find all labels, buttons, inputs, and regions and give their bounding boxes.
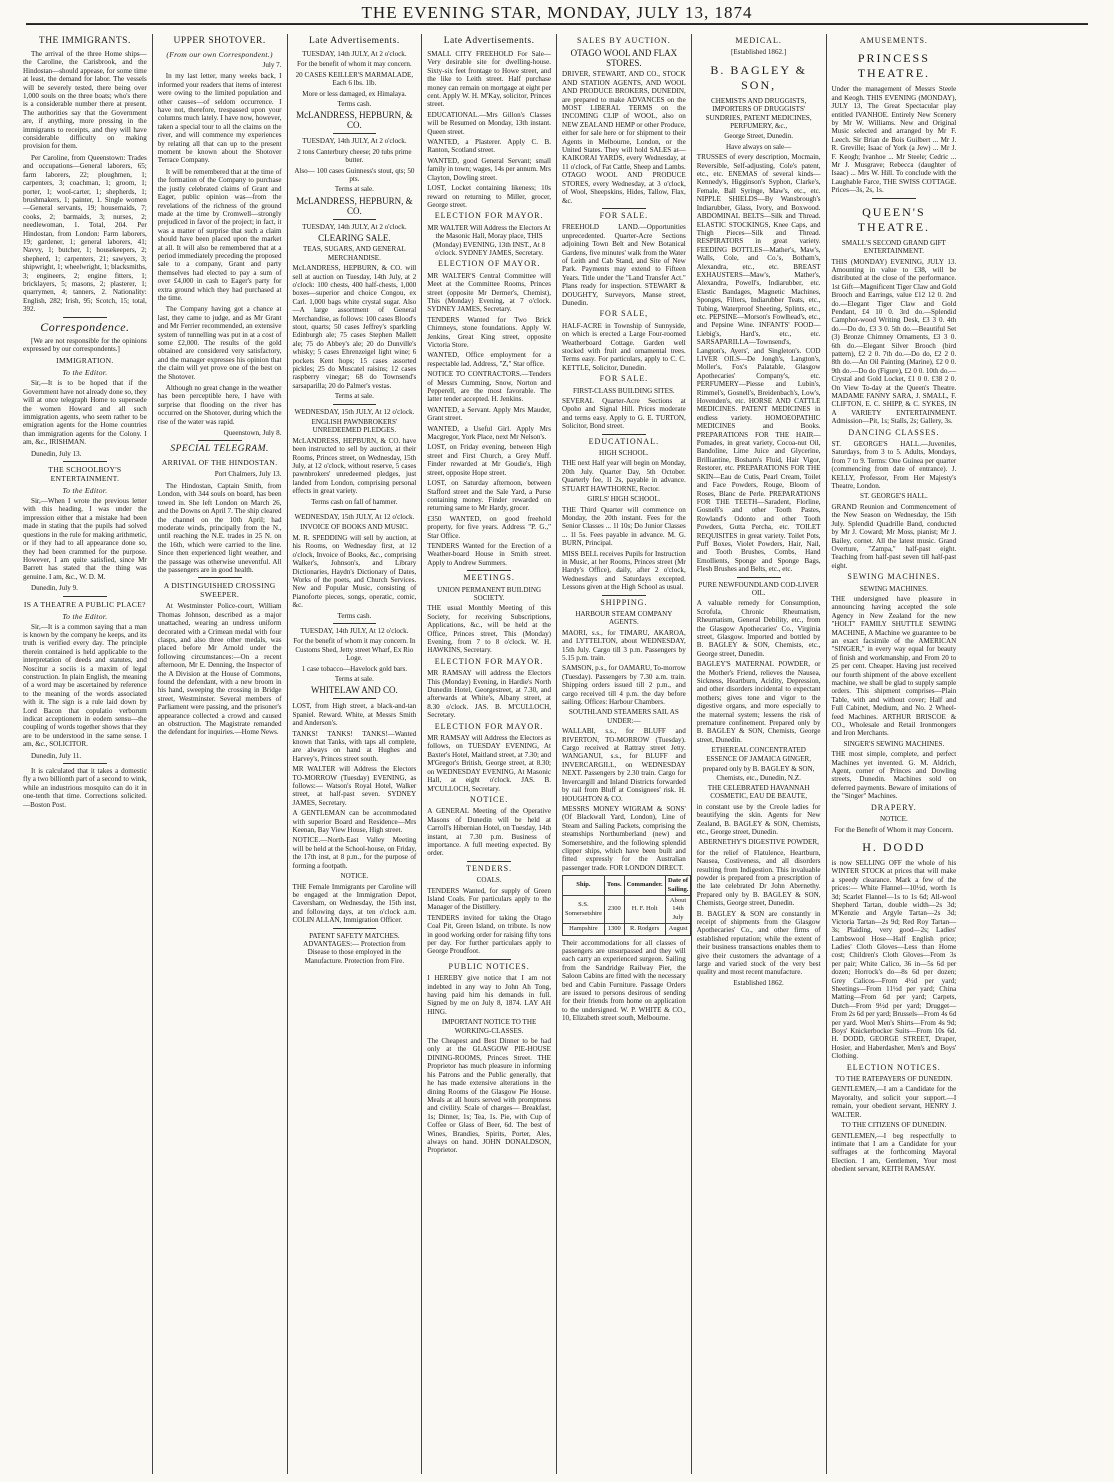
ad-text: Under the management of Messrs Steele and Keogh. THIS EVENING (MONDAY), JULY 13, The Great Spectacular play entitled IVANHOE. Entirely New Scenery by Mr W. Williams. New and Original Music selected and arranged by Mr F. Leech. Sir Brian de Bois Guilbert ... Mr J. R. Greville; Isaac of York (a Jew) ... Mr J. F. Keogh; Ivanhoe ... Mr Steele; Cedric ... Mr J. Musgrave; Rebecca (daughter of Isaac) ... Mrs W. Hill. To conclude with the Laughable Farce, THE SWISS COTTAGE. Prices—3s, 2s, 1s. [831, 85, 957, 195]
divider [333, 623, 377, 624]
divider [333, 404, 377, 405]
ad-text: MISS BELL receives Pupils for Instruction in Music, at her Rooms, Princes street (Mr Hardy's Office), daily, after 2 o'clock, Wednesdays and Saturdays excepted. Lessons given at the High School as usual. [562, 549, 686, 592]
ad-text: WANTED, good General Servant; small family in town; wages, 14s per annum. Mrs Clayton, Dowling street. [427, 156, 551, 182]
ad-text: WALLABI, s.s., for BLUFF and RIVERTON, TO-MORROW (Tuesday). Cargo received at Rattray street Jetty. WANGANUI, s.s., for BLUFF and INVERCARGILL, on WEDNESDAY NEXT. Passengers by 2.30 train. Cargo for Invercargill and Inland Districts forwarded by rail from Bluff at Consignees' risk. H. HOUGHTON & CO. [562, 727, 686, 803]
ad-text: Terms cash. [337, 100, 372, 109]
divider [333, 133, 377, 134]
article-paragraph: The Company having got a chance at last, they came to judge, and as Mr Grant and Mr Ferrier recommended, an extensive system of tunnelling was put in at a cost of some £2,000. The results of the gold obtained are considered very satisfactory, and the manager expresses his opinion that the claim will yet prove one of the best on the Shotover. [157, 305, 282, 381]
ad-date: TUESDAY, 14th JULY, At 2 o'clock. [302, 222, 407, 231]
ad-text: MR RAMSAY will address the Electors This (Monday) Evening, in Hardie's North Dunedin Hotel, Georgestreet, at 7.30, and afterwards at White's, Albany street, at 8.30 o'clock. JAS. B. M'CULLOCH, Secretary. [427, 669, 551, 720]
brand-name: B. BAGLEY & SON, [710, 62, 807, 92]
letter-date: Dunedin, July 11. [31, 751, 82, 760]
ad-text: TRUSSES of every description, Mocmain, Reversible, Self-adjusting, Cole's patent, etc., etc. ENEMAS of several kinds—Kennedy's, Higginson's Syphon, Clarke's, Female, Ball Syringe, Maw's, etc., etc. NIPPLE SHIELDS—By Wansbrough's Indiarubber, Glass, Ivory, and Boxwood. ABDOMINAL BELTS—Silk and Thread. ELASTIC STOCKINGS, Knee Caps, and Thigh Pieces—Silk and Thread. RESPIRATORS in great variety. FEEDING BOTTLES—Mather's, Maw's, Walls, Cole, and Co.'s, Botham's, Alexandra, etc., etc. BREAST EXHAUSTERS—Maw's, Mather's, Alexandra, Powell's, Indiarubber, etc. Elastic Bandages, Magnetic Machines, Sponges, Filters, Indiarubber Teats, etc., Tubing, Waterproof Sheeting, Splints, etc., etc. PEPSINE—Morson's Fowlhead's, etc., and Pepsine Wine. INFANTS' FOOD—Liebig's, Hard's, etc., etc. SARSAPARILLA—Townsend's, Langton's, Ayers', and Singleton's. COD LIVER OILS—De Jongh's, Langton's, Moller's, Fox's Palatable, Glasgow Apothecaries' Company's, etc. PERFUMERY—Piesse and Lubin's, Rimmel's, Gosnell's, Breidenbach's, Low's, Hovenden's, etc. HORSE AND CATTLE MEDICINES. PATENT MEDICINES in endless variety. HOMOEOPATHIC MEDICINES and Books. PREPARATIONS FOR THE HAIR—Pomades, in great variety, Cocoa-nut Oil, Bandoline, Lime Juice and Glycerine, Brilliantine, Bosham's Fluid, Hair Vigor, Restorer, etc. PREPARATIONS FOR THE SKIN—Eau de Cutis, Pearl Cream, Toilet and Face Powders, Rouge, Bloom of Roses, Blanc de Perle. PREPARATIONS FOR THE TEETH—Saradent, Florline, Gosnell's and other Tooth Pastes, Rowland's Odonto and other Tooth Powders, Gutta Percha, etc. TOILET REQUISITES in great variety. Toilet Pots, Puff Boxes, Violet Powders, Hair, Nail, and Tooth Brushes, Combs, Hand Emollients, Sponge and Sponge Bags, Flesh Brushes and Belts, etc., etc. [696, 153, 821, 574]
ad-title: ETHEREAL CONCENTRATED ESSENCE OF JAMAICA GINGER, [706, 746, 812, 763]
column-6 [692, 34, 827, 1474]
ad-text: A GENTLEMAN can be accommodated with superior Board and Residence—Mrs Keenan, Bay View House, High street. [292, 809, 417, 835]
ad-text: WANTED, Office employment for a respectable lad. Address, "Z," Star office. [427, 351, 551, 368]
ad-title: HARBOUR STEAM COMPANY AGENTS. [575, 609, 673, 627]
letter-body: Sir,—When I wrote the previous letter with this heading, I was under the impression either that a mistake had been made in stating that the pupils had solved questions in the rule for making arithmetic, or if they had to all appearance done so, they had been crammed for the purpose. However, I am quite satisfied, since Mr Barrett has stated that the thing was genuine. I am, &c., W. D. M. [23, 497, 147, 581]
divider [198, 440, 242, 441]
divider [198, 577, 242, 578]
ad-text: TENDERS invited for taking the Otago Coal Pit, Green Island, on tribute. Is now in good working order for raising fifty tons per day. For further particulars apply to George Proudfoot. [427, 913, 551, 956]
section-heading: Late Advertisements. [309, 36, 400, 46]
article-paragraph: It is calculated that it takes a domestic fly a two billionth part of a second to wink, while an industrious mosquito can do it in one-tenth that time. Corrections solicited.—Boston Post. [23, 767, 147, 809]
ad-text: LOST, Locket containing likeness; 10s reward on returning to Miller, grocer, George street. [427, 184, 551, 209]
ad-title: NOTICE. [879, 815, 908, 824]
ad-text: LOST, from High street, a black-and-tan Spaniel. Reward. White, at Messrs Smith and Anderson's. [292, 702, 417, 728]
table-header: Ship. [563, 876, 605, 896]
ad-text: prepared only by B. BAGLEY & SON, Chemists, etc., Dunedin, N.Z. [702, 765, 815, 782]
section-heading: EDUCATIONAL. [588, 436, 660, 446]
divider [467, 861, 511, 862]
letter-headline: IMMIGRATION. [56, 356, 114, 366]
divider [602, 595, 646, 596]
ad-title: PURE NEWFOUNDLAND COD-LIVER OIL. [698, 580, 819, 597]
ad-text: More or less damaged, ex Himalaya. [302, 89, 407, 98]
ad-text: Terms at sale. [334, 392, 374, 401]
newspaper-columns [18, 34, 1096, 1474]
ad-text: MESSRS MONEY WIGRAM & SONS' (Of Blackwall Yard, London), Line of Steam and Sailing Packets, comprising the steamships Northumberland (new) and Somersetshire, and the following splendid clipper ships, which have been built and fitted expressly for the Australian passenger trade. FOR LONDON DIRECT. [562, 804, 686, 872]
ad-title: FOR SALE, [599, 309, 649, 319]
letter-salutation: To the Editor. [62, 611, 108, 621]
article-paragraph: Although no great change in the weather has been perceptible here, I have with surprise that flooding on the river has occurred on the Shotover, during which the rise of the water was rapid. [157, 384, 282, 426]
ad-firm: McLANDRESS, HEPBURN, & CO. [296, 110, 413, 131]
article-place: Port Chalmers, July 13. [214, 470, 282, 479]
ad-text: THE Female Immigrants per Caroline will be engaged at the Immigration Depot, Caversham, on Wednesday, the 15th inst, and following days, at ten o'clock a.m. COLIN ALLAN, Immigration Officer. [292, 882, 417, 925]
letter-date: Dunedin, July 9. [31, 584, 78, 593]
ad-title: CLEARING SALE. [318, 233, 391, 244]
table-cell: Hampshire [563, 924, 605, 935]
ad-text: Established 1862. [733, 978, 784, 987]
ad-text: is now SELLING OFF the whole of his WINTER STOCK at prices that will make a speedy clearance. Mark a few of the prices:— White Flannel—10½d, worth 1s 3d; Scarlet Flannel—1s to 1s 6d; All-wool Shepherd Tartan, double width—2s 3d; M'Kenzie and Argyle Tartan—2s 3d; Victoria Tartan—2s 9d; Red Roy Tartan—3s; Plaiding, very good—2s; Ladies' Lambswool Hose—Half English price; Ladies' Cloth Gloves—Less than Home cost; Children's Cloth Gloves—From 3s per pair; White Calico, 36 in—5s 6d per dozen; Horrock's do—8s 6d per dozen; Grey Calicos—From 4½d per yard; Sheetings—From 11½d per yard; China Matting—From 6d per yard; Carpets, Dutch—From 9½d per yard; Drugget—From 2s 6d per yard; Brussels—From 4s 6d per yard. Wool Men's Shirts—From 4s 9d; Boys' Knickerbocker Suits—From 10s 6d. H. DODD, GEORGE STREET, Draper, Hosier, and Haberdasher, Men's and Boys' Clothing. [831, 858, 957, 1061]
ad-title: GIRLS' HIGH SCHOOL. [587, 495, 661, 504]
ad-text: Have always on sale— [726, 142, 792, 151]
ad-text: THE undersigned have pleasure in announcing having accepted the sole Agency in New Zealand for the new "HOLT" FAMILY SHUTTLE SEWING MACHINE, A Machine we guarantee to be an exact facsimile of the AMERICAN "SINGER," in every way equal for beauty of finish and workmanship, and From 20 to 25 per cent. Cheaper. Having just received our fourth shipment of the above excellent machine, we shall be glad to supply sample orders. This shipment comprises—Plain Table, with and without cover; Half and Full Cabinet, Medium, and No. 2 Wheel-feed Machines. ARTHUR BRISCOE & CO., Wholesale and Retail Ironmongers and Iron Merchants. [831, 594, 957, 738]
ad-date: TUESDAY, 14th JULY, At 12 o'clock. [300, 626, 409, 635]
article-place: Queenstown, July 8. [223, 429, 282, 438]
ad-title: ELECTION FOR MAYOR. [434, 721, 544, 731]
letter-salutation: To the Editor. [62, 486, 108, 496]
ad-subtitle: TEAS, SUGARS, AND GENERAL MERCHANDISE. [303, 245, 406, 262]
ad-title: ELECTION FOR MAYOR. [434, 211, 544, 221]
ad-text: M. R. SPEDDING will sell by auction, at his Rooms, on Wednesday first, at 12 o'clock, Invoice of Books, &c., comprising Walker's, Johnson's, and Library Dictionaries, Haydn's Dictionary of Dates, Works of the poets, and Church Services. New and Popular Music, consisting of Pianoforte pieces, songs, operatic, comic, &c. [292, 533, 417, 610]
section-heading: PUBLIC NOTICES. [448, 961, 530, 971]
ad-title: NOTICE. [469, 794, 509, 804]
article-dateline: July 7. [262, 61, 282, 69]
ad-text: LOST, on Saturday afternoon, between Stafford street and the Sale Yard, a Purse containing money. Finder rewarded on returning same to Mr Hardy, grocer. [427, 479, 551, 513]
ad-text: GENTLEMEN,—I am a Candidate for the Mayoralty, and solicit your support.—I remain, your obedient servant, HENRY J. WALTER. [831, 1085, 957, 1119]
column-3 [288, 34, 423, 1474]
ad-subtitle: FIRST-CLASS BUILDING SITES. [573, 386, 675, 395]
article-byline: (From our own Correspondent.) [166, 50, 273, 59]
ad-date: WEDNESDAY, 15th JULY, At 12 o'clock. [294, 407, 415, 416]
article-headline: SPECIAL TELEGRAM. [170, 444, 269, 455]
table-cell: H. F. Holt [624, 895, 665, 923]
editorial-note: [We are not responsible for the opinions expressed by our correspondents.] [23, 336, 147, 353]
ad-text: GENTLEMEN,—I beg respectfully to intimate that I am a Candidate for your suffrages at the forthcoming Mayoral Election. I am, Gentlemen, Your most obedient servant, KEITH RAMSAY. [831, 1131, 957, 1174]
divider [737, 577, 781, 578]
table-row [563, 895, 691, 923]
page-title: THE EVENING STAR, MONDAY, JULY 13, 1874 [361, 3, 753, 22]
ad-text: £350 WANTED, on good freehold property, for five years. Address "P. G.," Star Office. [427, 514, 551, 540]
ad-text: SAMSON, p.s., for OAMARU, To-morrow (Tuesday). Passengers by 7.30 a.m. train. Shipping orders issued till 2 p.m., and cargo received till 4 p.m. the day before sailing. Offices: Harbour Chambers. [562, 664, 686, 707]
section-heading: ELECTION NOTICES. [846, 1062, 941, 1072]
divider [63, 596, 107, 597]
ad-text: I HEREBY give notice that I am not indebted in any way to John Ah Tong, having paid him his demands in full. Signed by me on July 8, 1874. LAY AH HING. [427, 974, 551, 1016]
letter-headline: IS A THEATRE A PUBLIC PLACE? [23, 599, 146, 609]
ad-text: Their accommodations for all classes of passengers are unsurpassed and they will each carry an experienced surgeon. Sailing from the Sandridge Railway Pier, the Saloon Cabins are fitted with the necessary bed and Cabin Furniture. Passage Orders are issued to persons desirous of sending for their friends from home on application to the undersigned. W. P. WHITE & CO., 10, Elizabeth street south, Melbourne. [562, 938, 686, 1023]
letter-date: Dunedin, July 13. [31, 449, 82, 458]
ad-title: OTAGO WOOL AND FLAX STORES. [570, 48, 678, 69]
ad-date: WEDNESDAY, 15th JULY, At 12 o'clock. [294, 513, 415, 522]
ad-text: HALF-ACRE in Township of Sunnyside, on which is erected a Large Four-roomed Weatherboard Cottage. Garden well stocked with fruit and ornamental trees. Terms easy. For particulars, apply to C. C. KETTLE, Solicitor, Dunedin. [562, 321, 686, 372]
ad-title: IMPORTANT NOTICE TO THE WORKING-CLASSES. [441, 1018, 537, 1035]
ad-text: for the relief of Flatulence, Heartburn, Nausea, Costiveness, and all disorders resulting from Indigestion. This invaluable powder is prepared from a prescription of the late celebrated Dr John Abernethy. Prepared only by B. BAGLEY & SON, Chemists, George street, Dunedin. [696, 848, 821, 908]
shipping-table [562, 875, 691, 935]
table-header: Date of Sailing. [665, 876, 691, 896]
ad-text: McLANDRESS, HEPBURN, & CO. will sell at auction on Tuesday, 14th July, at 2 o'clock: 100 chests, 400 half-chests, 1,000 boxes—superior and choice Congou, ex Carl. 1,000 bags white crystal sugar. Also—A large assortment of General Merchandise, as follows: 100 cases Blood's stout, quarts; 50 cases Jeffrey's sparkling Edinburgh ale; 75 cases Stephen Mallett ale; 75 do Abbey's ale; 20 do Dunville's whisky; 5 cases Ehrenzeigel light wine; 6 pockets Kent hops; 15 cases assorted pickles; 25 do Muscatel raisins; 12 cases raspberry vinegar; 68 do Townsend's sarsaparilla; 20 do Palmer's vestas. [292, 264, 417, 390]
ad-text: DRIVER, STEWART, AND CO., STOCK AND STATION AGENTS, AND WOOL AND PRODUCE BROKERS, DUNEDIN, are prepared to make ADVANCES on the MOST LIBERAL TERMS on the INCOMING CLIP of WOOL, also on NEW ZEALAND HEMP or other Produce, either for sale here or for shipment to their Agents in Melbourne, London, or the United States. They will hold SALES at— KAIKORAI YARDS, every Wednesday, at 11 o'clock, of Fat Cattle, Sheep and Lambs. OTAGO WOOL AND PRODUCE STORES, every Wednesday, at 3 o'clock, of Wool, Sheepskins, Hides, Tallow, Flax, &c. [562, 70, 686, 205]
ad-title: SOUTHLAND STEAMERS SAIL AS UNDER:— [568, 708, 679, 725]
section-heading: DANCING CLASSES. [848, 427, 940, 437]
ad-title: INVOICE OF BOOKS AND MUSIC. [300, 523, 409, 532]
ad-text: McLANDRESS, HEPBURN, & CO. have been instructed to sell by auction, at their Rooms, Princes street, on Wednesday, 15th July, at 12 o'clock, without reserve, 5 cases pawnbrokers' unredeemed pledges, just landed from London, comprising personal effects in great variety. [292, 436, 417, 496]
ad-text: TANKS! TANKS! TANKS!—Wanted known that Tanks, with taps all complete, are always on hand at Hughes and Harvey's, Princes street south. [292, 729, 417, 763]
divider [602, 434, 646, 435]
letter-body: Sir,—It is to be hoped that if the Government have not already done so, they will at once telegraph Home to supersede the women Howard and all such immigration agents, who seem rather to be emigration agents for the Home countries than immigration agents for the Colony. I am, &c., IRISHMAN. [23, 379, 147, 447]
ad-text: MR WALTER'S Central Committee will Meet at the Committee Rooms, Princes street (opposite Mr Dermer's, Chemist), This (Monday) Evening, at 7 o'clock. SYDNEY JAMES, Secretary. [427, 271, 551, 314]
ad-title: NOTICE. [340, 872, 369, 881]
ad-text: A GENERAL Meeting of the Operative Masons of Dunedin will be held at Carroll's Hibernian Hotel, on Tuesday, 14th instant, at 7.30 p.m. Business of importance. A full meeting expected. By order. [427, 807, 551, 858]
ad-text: THIS (MONDAY) EVENING, JULY 13. Amounting in value to £38, will be distributed at the close of the performance. 1st Gift—Magnificent Tiger Claw and Gold Brooch and Earrings, value £12 12 0. 2nd do.—Elegant Tiger Claw and Gold Pendant, £4 10 0. 3rd do.—Splendid Camphor-wood Writing Desk, £3 3 0. 4th do.—Do do, £3 3 0. 5th do.—Beautiful Set (3) Bronze Chimney Ornaments, £3 3 0. 6th do.—Elegant Silver Brooch (bird pattern), £2 2 0. 7th do.—Do do, £2 2 0. 8th do.—An Oil Painting (Marine), £2 0 0. 9th do.—Do do (Figure), £2 0 0. 10th do.—Crystal and Gold Locket, £1 0 0. £38 2 0. On View To-day at the Queen's Theatre. MADAME FANNY SARA, J. SMALL, F. CLIFTON, E. C. SHIPP, & C. SYKES, IN A VARIETY ENTERTAINMENT. Admission—Pit, 1s; Stalls, 2s; Gallery, 3s. [831, 257, 957, 426]
ad-title: ELECTION FOR MAYOR. [434, 656, 544, 666]
divider [63, 763, 107, 764]
ad-title: SINGER'S SEWING MACHINES. [843, 739, 945, 748]
article-headline: THE IMMIGRANTS. [38, 36, 131, 46]
theatre-name: PRINCESS THEATRE. [857, 51, 931, 81]
ad-text: WANTED, a Plasterer. Apply C. B. Ranton, Scotland street. [427, 138, 551, 155]
ad-text: For the Benefit of Whom it may Concern. [834, 825, 954, 834]
article-headline: UPPER SHOTOVER. [173, 36, 266, 46]
article-paragraph: At Westminster Police-court, William Thomas Johnson, described as a major unattached, wearing an undress uniform decorated with a Crimean medal with four clasps, and also three other medals, was placed before Mr Arnold under the following circumstances:—On a recent afternoon, Mr E. Denning, the Inspector of the A Division at the House of Commons, found the defendant, with a new broom in his hand, sweeping the crossing in Bridge street, Westminster. Several members of Parliament were passing, and the prisoner's appearance collected a crowd and caused an obstruction. The Magistrate remanded the defendant for inquiries.—Home News. [157, 602, 282, 737]
ad-text: FREEHOLD LAND.—Opportunities unprecedented. Quarter-Acre Sections adjoining Town Belt and New Botanical Gardens, five minutes' walk from the Water of Leith and Cab Stand, and Site of New Park. Payments may extend to Fifteen Years. Title under the "Land Transfer Act." Plans ready for inspection. STEWART & DOUGHTY, Surveyors, Manse street, Dunedin. [562, 223, 686, 307]
section-heading: Late Advertisements. [443, 36, 535, 46]
divider [467, 570, 511, 571]
table-row [563, 924, 691, 935]
ad-title: SEWING MACHINES. [859, 584, 928, 593]
table-header: Commander. [624, 876, 665, 896]
brand-name: H. DODD [862, 839, 926, 854]
theatre-name: QUEEN'S THEATRE. [857, 204, 931, 234]
ad-text: MR RAMSAY will Address the Electors as follows, on TUESDAY EVENING, At Baxter's Hotel, Maitland street, at 7.30; and M'Gregor's British, George street, at 8.30; on WEDNESDAY EVENING, At Masonic Hall, at eight o'clock. JAS. B. M'CULLOCH, Secretary. [427, 734, 551, 793]
table-header-row [563, 876, 691, 896]
ad-title: TO THE CITIZENS OF DUNEDIN. [841, 1121, 947, 1130]
ad-text: ST. GEORGE'S HALL.—Juveniles, Saturdays, from 3 to 5. Adults, Mondays, from 7 to 9. Terms: One Guinea per quarter (commencing from date of entrance). J. KELLY, Professor, From Her Majesty's Theatre, London. [831, 440, 957, 491]
ad-text: 2 tons Canterbury cheese; 20 tubs prime butter. [297, 147, 412, 165]
table-cell: About 14th July [665, 895, 691, 923]
section-heading: Correspondence. [40, 319, 130, 334]
section-heading: TENDERS. [466, 863, 513, 873]
section-heading: AMUSEMENTS. [859, 36, 928, 45]
ad-text: in constant use by the Creole ladies for beautifying the skin. Agents for New Zealand, B. BAGLEY & SON, Chemists, etc., George street, Dunedin. [696, 802, 821, 836]
ad-title: ABERNETHY'S DIGESTIVE POWDER, [698, 838, 819, 847]
ad-text: THE next Half year will begin on Monday, 20th July. Quarter Day, 5th October. Quarterly fee, 1l 2s, payable in advance. STUART HAWTHORNE, Rector. [562, 459, 686, 493]
ad-text: [Established 1862.] [731, 48, 787, 57]
ad-text: MR WALTER Will Address the Electors At the Masonic Hall, Moray place, THIS (Monday) EVENING, 13th INST., At 8 o'clock. SYDNEY JAMES, Secretary. [427, 223, 551, 257]
ad-text: TENDERS Wanted, for supply of Green Island Coals. For particulars apply to the Manager of the Distillery. [427, 886, 551, 912]
ad-text: Terms at sale. [334, 185, 374, 194]
ad-text: SMALL CITY FREEHOLD For Sale—Very desirable site for dwelling-house. Sixty-six feet frontage to Howe street, and the like to Leith street. Half purchase money can remain on mortgage at eight per cent. Apply W. H. M'Kay, solicitor, Princes street. [427, 50, 551, 109]
article-headline: A DISTINGUISHED CROSSING SWEEPER. [163, 581, 276, 600]
ad-title: TO THE RATEPAYERS OF DUNEDIN. [835, 1075, 953, 1084]
letter-salutation: To the Editor. [62, 368, 108, 378]
ad-text: MAORI, s.s., for TIMARU, AKAROA, and LYTTELTON, about WEDNESDAY, 15th July. Cargo till 3 p.m. Passengers by 5.15 p.m. train. [562, 628, 686, 662]
section-heading: SALES BY AUCTION. [576, 36, 671, 45]
ad-title: FOR SALE. [599, 374, 649, 384]
article-paragraph: Per Caroline, from Queenstown: Trades and occupations—General laborers, 65; farm laborers, 22; ploughmen, 1; carpenters, 3; coachman, 1; groom, 1; porter, 1; wool-carter, 1; shepherds, 1; brushmakers, 1; painter, 1. Single women—General servants, 19; housemaids, 7; cooks, 2; barmaids, 3; nurses, 2; needlewoman, 1. Total, 204. Per Hindostan, from London: Farm laborers, 19; gardener, 1; general laborers, 41; Navvy, 1; butcher, 1; housekeepers, 2; shepherd, 1; carpenters, 21; sawyers, 3; shipwright, 1; wheelwright, 1; blacksmiths, 3; engineers, 2; engine fitters, 1; bricklayers, 5; masons, 2; plasterer, 1; quarrymen, 4; tanners, 2. Nationality: English, 282; Irish, 95; Scotch, 15; total, 392. [23, 153, 147, 314]
article-paragraph: The arrival of the three Home ships—the Caroline, the Carisbrook, and the Hindostan—should appease, for some time at least, the demand for labor. The vessels will be severely tested, there being over 1,000 souls on the three boats; who's there is a considerable number there at present. The authorities say that the Government are, if anything, more pressing in the immigrants to receipts, and they will have considerable difficulty on making provision for them. [23, 50, 147, 151]
ad-text: Terms cash on fall of hammer. [311, 497, 398, 506]
divider [333, 698, 377, 699]
divider [333, 509, 377, 510]
ad-text: Also— 100 cases Guinness's stout, qts; 50 pts. [294, 166, 415, 184]
ad-text: For the benefit of whom it may concern. [297, 60, 412, 69]
article-paragraph: In my last letter, many weeks back, I informed your readers that items of interest were owing to the limited population and other causes—of seldom occurrence. I have not, therefore, trespassed upon your columns much lately. I have now, however, taken a special tour to all the claims on the river, and will commence my experiences by relating all that can up to the present moment be known about the Shotover Terrace Company. [157, 72, 282, 165]
ad-title: ENGLISH PAWNBROKERS' UNREDEEMED PLEDGES. [311, 418, 398, 435]
ad-text: NOTICE TO CONTRACTORS.—Tenders of Messrs Cumming, Snow, Norton and Pepperell, are the most favorable. The latter tender accepted. H. Jenkins. [427, 370, 551, 404]
ad-text: SEVERAL Quarter-Acre Sections at Opoho and Signal Hill. Prices moderate and terms easy. Apply to G. E. TURTON, Solicitor, Bond street. [562, 397, 686, 431]
table-cell: R. Rodgers [624, 924, 665, 935]
column-4 [422, 34, 557, 1474]
section-heading: SEWING MACHINES. [847, 572, 941, 582]
section-heading: SHIPPING. [600, 597, 648, 607]
ad-title: HIGH SCHOOL. [599, 449, 649, 458]
article-paragraph: The Hindostan, Captain Smith, from London, with 344 souls on board, has been towed in. She left London on March 26, and the Downs on April 7. The ship cleared the channel on the 10th April; had moderate winds, principally from the N., until reaching the N.E. trades in 25 N. on the 16th, which were carried to the line. Since then experienced light weather, and the passage was otherwise uneventful. All the passengers are in good health. [157, 481, 282, 574]
ad-text: B. BAGLEY & SON are constantly in receipt of shipments from the Glasgow Apothecaries' Co., and other firms of established reputation; while the extent of their business transactions enables them to give their customers the advantage of a large and varied stock of the very best quality and most recent manufacture. [696, 909, 821, 977]
divider [872, 198, 917, 199]
ad-text: NOTICE.—North-East Valley Meeting will be held at the School-house, on Friday, the 17th inst, at 8 p.m., for the purpose of forming a footpath. [292, 836, 417, 870]
letter-body: Sir,—It is a common saying that a man is known by the company he keeps, and its truth is verified every day. The principle therein contained is held applicable to the interpretation of deeds and statutes, and Noscitur a sociis is a maxim of legal construction. In plain English, the meaning of a word may be ascertained by reference to the meaning of the words associated with it. The sign is a rule laid down by Lord Bacon that copulatio verborum indicat acceptionem in eodem sensu—the coupling of words together shows that they are to be understood in the same sense. I am, &c., SOLICITOR. [23, 622, 147, 749]
divider [63, 317, 107, 318]
column-7 [827, 34, 962, 1474]
ad-text: Terms cash. [337, 611, 372, 620]
ad-subtitle: SMALL'S SECOND GRAND GIFT ENTERTAINMENT. [841, 238, 946, 256]
ad-title: ST. GEORGE'S HALL. [860, 492, 928, 501]
ad-text: Terms at sale. [334, 674, 374, 683]
ad-text: A valuable remedy for Consumption, Scrofula, Chronic Rheumatism, Rheumatism, General Debility, etc., from the Glasgow Apothecaries' Co., Virginia street, Glasgow. Imported and bottled by B. BAGLEY & SON, Chemists, etc., George street, Dunedin. [696, 599, 821, 658]
ad-date: TUESDAY, 14th JULY, At 2 o'clock. [302, 137, 407, 146]
ad-firm: McLANDRESS, HEPBURN, & CO. [296, 195, 413, 216]
ad-text: BAGLEY'S MATERNAL POWDER, or the Mother's Friend, relieves the Nausea, Sickness, Heartburn, Acidity, Depression, and other disorders incidental to expectant mothers; gives tone and vigor to the digestive organs, and more especially to the maternal system; lessens the risk of premature confinement. Prepared only by B. BAGLEY & SON, Chemists, George street, Dunedin. [696, 660, 821, 744]
letter-headline: THE SCHOOLBOY'S ENTERTAINMENT. [48, 465, 122, 484]
ad-text: 20 CASES KEILLER'S MARMALADE, Each 6 lbs. 1lb. [295, 70, 414, 88]
masthead [0, 0, 1114, 28]
table-cell: 1300 [604, 924, 624, 935]
ad-text: MR WALTER will Address the Electors TO-MORROW (Tuesday) EVENING, as follows:— Watson's Royal Hotel, Walker street, at half-past seven. SYDNEY JAMES, Secretary. [292, 765, 417, 807]
article-paragraph: It will be remembered that at the time of the formation of the Company to purchase the justly celebrated claims of Grant and Eager, public opinion was—from the revelations of the richness of the ground made at the time by Cromwell—strongly prejudiced in favor of the project; in fact, it was a matter of surprise that such a claim should have been placed upon the market at all. It will also be remembered that at a period immediately preceding the proposed sale to a company, Grant and party themselves had elected to pay a sum of over £4,000 in cash to Eager's party for extra ground which they had purchased at the time. [157, 167, 282, 302]
table-cell: S.S. Somersetshire [563, 895, 605, 923]
ad-subtitle: CHEMISTS AND DRUGGISTS, IMPORTERS OF DRUGGISTS' SUNDRIES, PATENT MEDICINES, PERFUMERY, &c., [705, 96, 812, 131]
ad-text: THE Third Quarter will commence on Monday, the 20th instant. Fees for the Senior Classes ... 1l 10s; Do Junior Classes ... 1l 5s. Fees payable in advance. M. G. BURN, Principal. [562, 505, 686, 548]
ad-text: THE usual Monthly Meeting of this Society, for receiving Subscriptions, Applications, &c., will be held at the Office, Princes street, This (Monday) Evening, from 7 to 8 o'clock. W. H. HAWKINS, Secretary. [427, 604, 551, 655]
table-header: Tons. [604, 876, 624, 896]
ad-text: For the benefit of whom it may concern. In Customs Shed, Jetty street Wharf, Ex Rio Loge. [293, 637, 416, 663]
ad-text: 1 case tobacco—Havelock gold bars. [301, 664, 408, 673]
table-cell: August [665, 924, 691, 935]
ad-firm: WHITELAW AND CO. [310, 685, 398, 696]
divider [333, 928, 377, 929]
section-heading: FOR SALE. [599, 210, 649, 220]
ad-title: THE CELEBRATED HAVANNAH COSMETIC, EAU DE BEAUTE, [707, 783, 810, 801]
ad-text: The Cheapest and Best Dinner to be had only at the GLASGOW PIE-HOUSE DINING-ROOMS, Princes Street. THE Proprietor has much pleasure in informing his Patrons and the Public generally, that he has made extensive alterations in the dining Rooms of the Glasgow Pie House. Meals at all hours served with promptness and civility. Scale of charges— Breakfast, 1s; Dinner, 1s; Tea, 1s. Pie, with Cup of Coffee or Glass of Beer, 6d. The best of Wines, Brandies, Spirits, Porter, Ales, always on hand. JOHN DONALDSON, Proprietor. [427, 1037, 551, 1155]
ad-title: COALS. [476, 876, 502, 885]
ad-title: ELECTION OF MAYOR. [437, 259, 541, 269]
divider [333, 219, 377, 220]
ad-text: EDUCATIONAL.—Mrs Gillon's Classes will be Resumed on Monday, 13th instant. Queen street. [427, 110, 551, 136]
ad-text: WANTED, a Useful Girl. Apply Mrs Macgregor, York Place, next Mr Nelson's. [427, 424, 551, 442]
section-heading: DRAPERY. [870, 802, 917, 812]
ad-date: TUESDAY, 14th JULY, At 2 o'clock. [302, 50, 407, 58]
ad-text: TENDERS Wanted for the Erection of a Weather-board House in Smith street. Apply to Andrew Summers. [427, 541, 551, 567]
divider [602, 208, 646, 209]
article-subheadline: ARRIVAL OF THE HINDOSTAN. [161, 458, 278, 468]
ad-title: UNION PERMANENT BUILDING SOCIETY. [437, 585, 542, 602]
ad-text: PATENT SAFETY MATCHES. ADVANTAGES:— Protection from Disease to those employed in the Manufacture. Protection from Fire. [303, 931, 406, 965]
column-5 [557, 34, 692, 1474]
ad-text: THE most simple, complete, and perfect Machines yet invented. G. M. Aldrich, Agent, corner of Princes and Dowling streets, Dunedin. Machines sold on deferred payments. Beware of imitations of the "Singer" Machines. [831, 750, 957, 801]
ad-text: GRAND Reunion and Commencement of the New Season on Wednesday, the 15th July. Splendid Quadrille Band, conducted by Mr J. Coward; Mr Moss, pianist; Mr J. Bailey, cornet. All the latest music. Grand Overture, "Zampa," half-past eight. Teaching from half-past seven till half-past eight. [831, 502, 957, 570]
section-heading: MEETINGS. [463, 573, 515, 583]
masthead-rule [26, 23, 1088, 25]
ad-address: George Street, Dunedin. [724, 132, 794, 141]
section-heading: MEDICAL. [735, 36, 782, 45]
ad-text: TENDERS Wanted for Two Brick Chimneys, stone foundations. Apply W. Jenkins, Great King street, opposite Victoria Store. [427, 315, 551, 349]
ad-text: LOST, on Friday evening, between High street and First Church, a Grey Muff. Finder rewarded at Mr Goudie's, High street, opposite Hope street. [427, 443, 551, 477]
ad-text: WANTED, a Servant. Apply Mrs Mauder, Grant street. [427, 405, 551, 423]
column-2 [153, 34, 288, 1474]
table-cell: 2300 [604, 895, 624, 923]
divider [63, 461, 107, 462]
divider [467, 959, 511, 960]
column-1 [18, 34, 153, 1474]
